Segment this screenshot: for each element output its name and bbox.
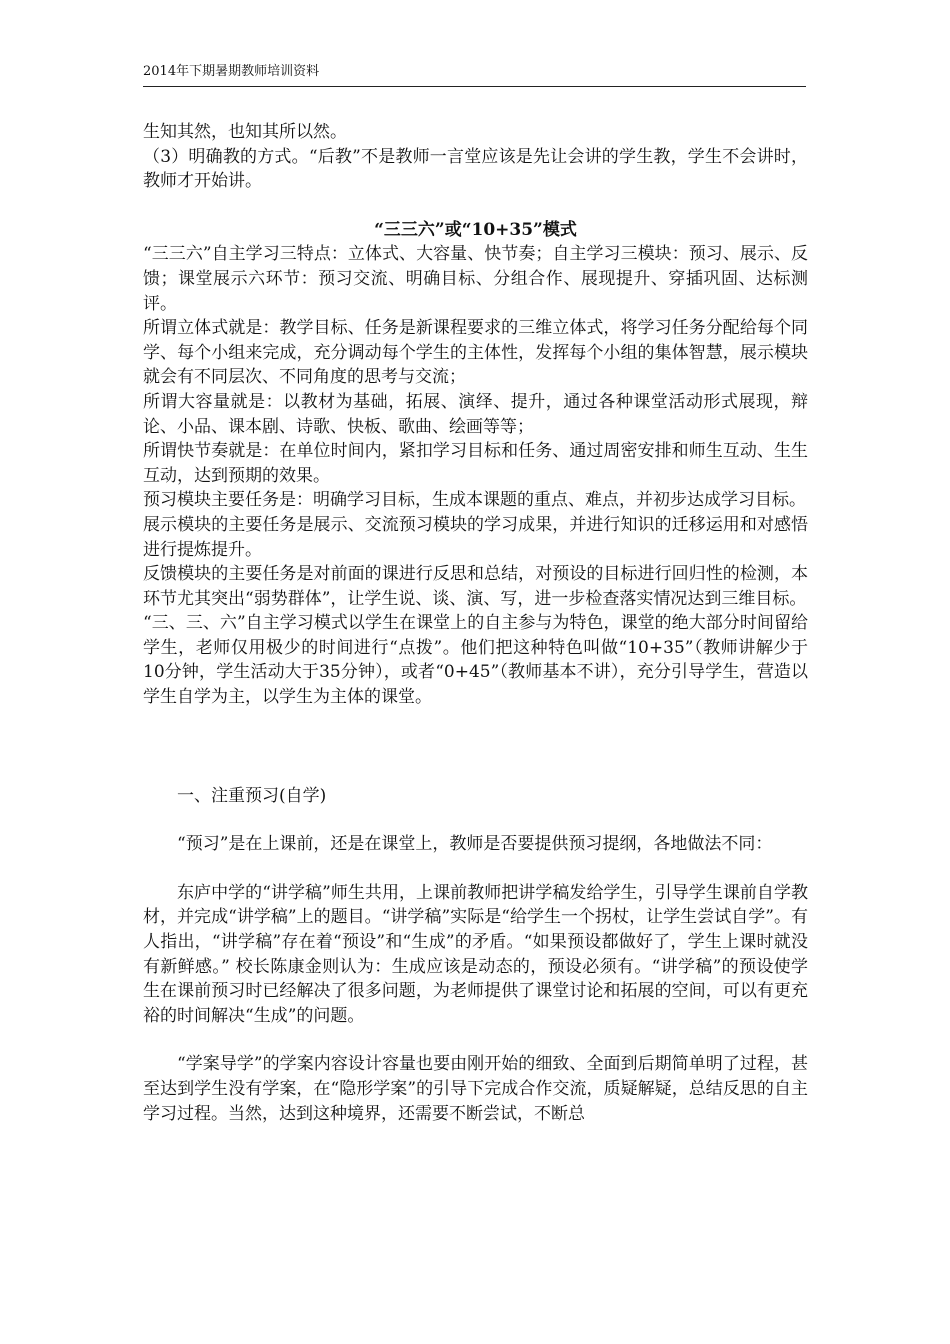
spacer (143, 710, 808, 760)
paragraph: 东庐中学的“讲学稿”师生共用，上课前教师把讲学稿发给学生，引导学生课前自学教材，并完成“讲学稿”上的题目。“讲学稿”实际是“给学生一个拐杖，让学生尝试自学”。有人指出，“讲学稿”存在着“预设”和“生成”的矛盾。“如果预设都做好了，学生上课时就没有新鲜感。” 校长陈康金则认为：生成应该是动态的，预设必须有。“讲学稿”的预设使学生在课前预习时已经解决了很多问题，为老师提供了课堂讨论和拓展的空间，可以有更充裕的时间解决“生成”的问题。 (143, 882, 808, 1026)
paragraph: 所谓大容量就是：以教材为基础，拓展、演绎、提升，通过各种课堂活动形式展现，辩论、小品、课本剧、诗歌、快板、歌曲、绘画等等； (143, 391, 808, 437)
paragraph: “三、三、六”自主学习模式以学生在课堂上的自主参与为特色，课堂的绝大部分时间留给学生，老师仅用极少的时间进行“点拨”。他们把这种特色叫做“10+35”（教师讲解少于10分钟，学生活动大于35分钟），或者“0+45”（教师基本不讲），充分引导学生，营造以学生自学为主，以学生为主体的课堂。 (143, 613, 808, 708)
paragraph: 所谓快节奏就是：在单位时间内，紧扣学习目标和任务、通过周密安排和师生互动、生生互动，达到预期的效果。 (143, 441, 808, 486)
paragraph: 展示模块的主要任务是展示、交流预习模块的学习成果，并进行知识的迁移运用和对感悟进行提炼提升。 (143, 514, 808, 560)
paragraph: 所谓立体式就是：教学目标、任务是新课程要求的三维立体式，将学习任务分配给每个同学、每个小组来完成，充分调动每个学生的主体性，发挥每个小组的集体智慧，展示模块就会有不同层次、不同角度的思考与交流； (143, 318, 808, 388)
document-body (143, 120, 808, 1126)
paragraph: “预习”是在上课前，还是在课堂上，教师是否要提供预习提纲，各地做法不同： (177, 834, 773, 855)
paragraph: 生知其然，也知其所以然。 (143, 122, 347, 142)
paragraph: 反馈模块的主要任务是对前面的课进行反思和总结，对预设的目标进行回归性的检测，本环节尤其突出“弱势群体”，让学生说、谈、演、写，进一步检查落实情况达到三维目标。 (143, 564, 808, 609)
paragraph: （3）明确教的方式。“后教”不是教师一言堂应该是先让会讲的学生教，学生不会讲时，教师才开始讲。 (143, 146, 808, 192)
section-heading: 一、注重预习(自学) (177, 785, 327, 806)
header-text: 2014年下期暑期教师培训资料 (143, 64, 320, 79)
section-title: “三三六”或“10+35”模式 (374, 219, 577, 240)
paragraph: “学案导学”的学案内容设计容量也要由刚开始的细致、全面到后期简单明了过程，甚至达到学生没有学案，在“隐形学案”的引导下完成合作交流，质疑解疑，总结反思的自主学习过程。当然，达到这种境界，还需要不断尝试，不断总 (143, 1054, 808, 1124)
page-header (143, 62, 806, 87)
paragraph: “三三六”自主学习三特点：立体式、大容量、快节奏；自主学习三模块：预习、展示、反馈；课堂展示六环节：预习交流、明确目标、分组合作、展现提升、穿插巩固、达标测评。 (143, 244, 808, 314)
paragraph: 预习模块主要任务是：明确学习目标，生成本课题的重点、难点，并初步达成学习目标。 (143, 490, 806, 511)
